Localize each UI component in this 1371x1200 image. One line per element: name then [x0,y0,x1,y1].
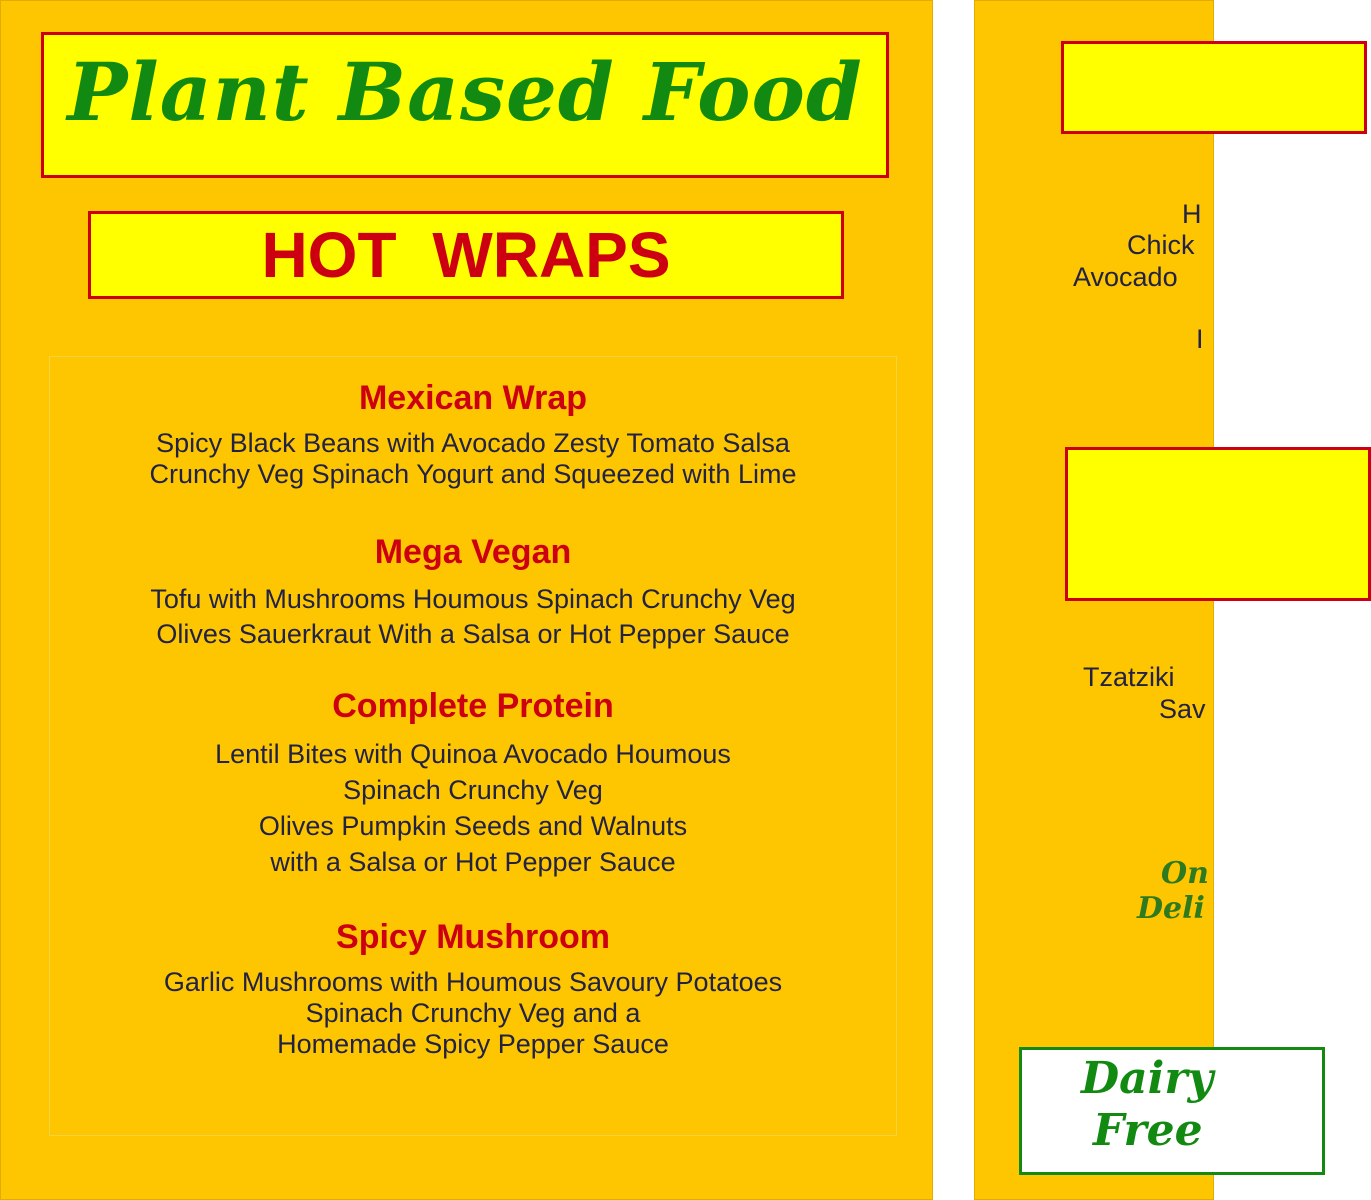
menu-panel-right [974,0,1214,1200]
description-line: Spinach Crunchy Veg [343,775,603,805]
right-text-fragment: Sav [1159,694,1206,724]
right-italic-fragment: Deli [1137,891,1205,926]
item-name: Complete Protein [332,687,614,725]
title-banner [41,32,889,178]
right-text-fragment: I [1196,324,1204,354]
description-line: Lentil Bites with Quinoa Avocado Houmous [215,739,731,769]
description-line: Garlic Mushrooms with Houmous Savoury Potatoes [163,967,783,997]
item-description [50,582,896,652]
description-line: with a Salsa or Hot Pepper Sauce [270,847,676,877]
badge-text: Dairy [1081,1053,1214,1104]
right-text-fragment: Avocado [1073,262,1178,292]
description-line: Spinach Crunchy Veg and a [305,998,641,1028]
right-italic-fragment: On [1161,856,1209,891]
description-line: Spicy Black Beans with Avocado Zesty Tomato Salsa [156,428,790,458]
section-banner [88,211,844,299]
item-name: Spicy Mushroom [336,918,610,956]
item-description [50,428,896,490]
badge-text: Free [1093,1105,1203,1156]
description-line: Homemade Spicy Pepper Sauce [277,1029,669,1059]
section-title: HOT WRAPS [261,219,671,291]
right-text-fragment: H [1182,199,1202,229]
item-description [50,967,896,1060]
right-section-banner [1065,447,1371,601]
right-text-fragment: Tzatziki [1083,662,1175,692]
item-name: Mexican Wrap [358,379,587,417]
right-text-fragment: Chick [1127,230,1195,260]
menu-title: Plant Based Food [67,45,863,139]
description-line: Tofu with Mushrooms Houmous Spinach Crunchy Veg [150,584,796,614]
menu-item [50,533,896,652]
menu-item [50,687,896,880]
description-line: Crunchy Veg Spinach Yogurt and Squeezed with Lime [149,459,797,489]
menu-item [50,379,896,490]
menu-items-area [49,356,897,1136]
description-line: Olives Sauerkraut With a Salsa or Hot Pepper Sauce [156,619,790,649]
item-description [50,736,896,880]
menu-item [50,918,896,1060]
item-name: Mega Vegan [374,533,572,571]
right-title-banner [1061,41,1367,134]
description-line: Olives Pumpkin Seeds and Walnuts [258,811,688,841]
